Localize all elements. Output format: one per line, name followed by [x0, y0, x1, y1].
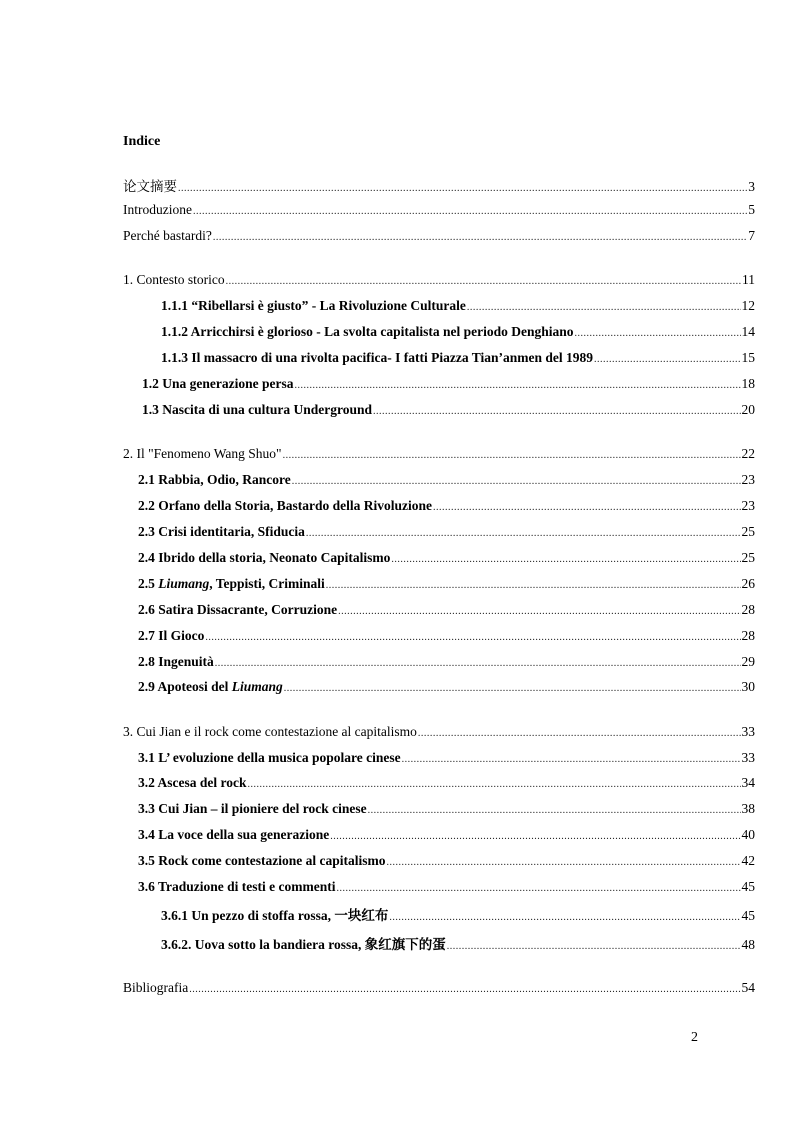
toc-entry-text-italic: Liumang [231, 679, 283, 694]
toc-entry-page: 33 [741, 750, 755, 765]
toc-entry-text [138, 576, 325, 592]
toc-entry-text-suffix: , Teppisti, Criminali [209, 576, 325, 591]
leader-dots [283, 450, 741, 461]
leader-dots [433, 502, 740, 513]
toc-entry-page: 11 [742, 272, 755, 287]
toc-entry[interactable] [123, 272, 755, 290]
toc-entry-text: 2.1 Rabbia, Odio, Rancore [138, 472, 291, 487]
toc-entry-text: Introduzione [123, 202, 192, 217]
leader-dots [193, 206, 747, 217]
leader-dots [248, 779, 741, 790]
toc-entry-page: 38 [741, 801, 755, 816]
toc-entry[interactable] [161, 298, 755, 316]
toc-entry-text: 1.2 Una generazione persa [142, 376, 294, 391]
page-number: 2 [691, 1030, 698, 1045]
leader-dots [213, 232, 747, 243]
toc-entry-page: 25 [741, 524, 755, 539]
toc-entry-text: 3.4 La voce della sua generazione [138, 827, 330, 842]
toc-entry[interactable] [138, 576, 755, 594]
toc-entry-text [138, 679, 283, 695]
toc-entry[interactable] [138, 879, 755, 897]
toc-entry[interactable] [142, 402, 755, 420]
leader-dots [189, 984, 740, 995]
leader-dots [178, 183, 747, 194]
toc-entry[interactable] [138, 827, 755, 845]
leader-dots [402, 754, 741, 765]
leader-dots [368, 805, 741, 816]
toc-entry-page: 22 [741, 446, 755, 461]
toc-entry[interactable] [138, 602, 755, 620]
toc-entry[interactable] [161, 904, 755, 922]
toc-entry-page: 3 [748, 179, 755, 194]
toc-entry-text: 2.7 Il Gioco [138, 628, 205, 643]
toc-entry-page: 34 [741, 775, 755, 790]
toc-entry-text: 2. Il "Fenomeno Wang Shuo" [123, 446, 282, 461]
toc-entry-text: 2.3 Crisi identitaria, Sfiducia [138, 524, 305, 539]
toc-entry-page: 28 [741, 628, 755, 643]
toc-entry[interactable] [138, 801, 755, 819]
toc-entry[interactable] [138, 498, 755, 516]
toc-entry[interactable] [138, 628, 755, 646]
toc-entry-page: 26 [741, 576, 755, 591]
leader-dots [418, 728, 741, 739]
toc-entry-text-prefix: 2.5 [138, 576, 159, 591]
toc-entry-page: 45 [741, 908, 755, 923]
toc-entry-page: 28 [741, 602, 755, 617]
toc-entry-text: 3.3 Cui Jian – il pioniere del rock cinese [138, 801, 367, 816]
toc-entry[interactable] [123, 724, 755, 742]
toc-entry[interactable] [138, 750, 755, 768]
toc-entry-text: 2.8 Ingenuità [138, 654, 214, 669]
toc-entry[interactable] [161, 350, 755, 368]
leader-dots [386, 857, 740, 868]
leader-dots [284, 683, 741, 694]
toc-entry-page: 42 [741, 853, 755, 868]
toc-entry[interactable] [138, 679, 755, 697]
toc-entry[interactable] [138, 853, 755, 871]
toc-entry-page: 12 [741, 298, 755, 313]
toc-entry-page: 40 [741, 827, 755, 842]
toc-entry-page: 5 [748, 202, 755, 217]
toc-entry-page: 45 [741, 879, 755, 894]
toc-entry-text: 3.2 Ascesa del rock [138, 775, 247, 790]
toc-entry-text: 1.1.1 “Ribellarsi è giusto” - La Rivoluzione Culturale [161, 298, 466, 313]
toc-entry-page: 33 [741, 724, 755, 739]
toc-entry[interactable] [138, 550, 755, 568]
toc-entry[interactable] [138, 524, 755, 542]
toc-entry[interactable] [138, 472, 755, 490]
toc-entry-page: 54 [741, 980, 755, 995]
toc-entry-text: 3.5 Rock come contestazione al capitalismo [138, 853, 386, 868]
leader-dots [330, 831, 740, 842]
toc-entry-text: 3.1 L’ evoluzione della musica popolare cinese [138, 750, 401, 765]
toc-entry-text: 2.2 Orfano della Storia, Bastardo della Rivoluzione [138, 498, 433, 513]
toc-entry-text: 3.6.1 Un pezzo di stoffa rossa, 一块红布 [161, 908, 389, 923]
leader-dots [467, 302, 741, 313]
leader-dots [574, 328, 740, 339]
leader-dots [373, 406, 740, 417]
toc-entry-text: 2.6 Satira Dissacrante, Corruzione [138, 602, 338, 617]
leader-dots [226, 276, 741, 287]
leader-dots [215, 658, 741, 669]
toc-entry[interactable] [123, 202, 755, 220]
toc-entry[interactable] [161, 324, 755, 342]
toc-entry-page: 23 [741, 472, 755, 487]
toc-entry-text: Perché bastardi? [123, 228, 212, 243]
toc-entry[interactable] [142, 376, 755, 394]
toc-entry-page: 18 [741, 376, 755, 391]
toc-entry-text: 1. Contesto storico [123, 272, 225, 287]
toc-entry[interactable] [161, 933, 755, 951]
toc-entry-page: 23 [741, 498, 755, 513]
leader-dots [389, 912, 740, 923]
leader-dots [205, 632, 740, 643]
toc-entry-page: 25 [741, 550, 755, 565]
toc-entry-text: Bibliografia [123, 980, 189, 995]
toc-entry[interactable] [123, 980, 755, 998]
leader-dots [447, 941, 741, 952]
leader-dots [294, 380, 740, 391]
toc-entry[interactable] [138, 654, 755, 672]
leader-dots [336, 883, 740, 894]
toc-entry-page: 30 [741, 679, 755, 694]
toc-entry-page: 20 [741, 402, 755, 417]
leader-dots [292, 476, 741, 487]
toc-title: Indice [123, 134, 161, 149]
toc-entry-page: 29 [741, 654, 755, 669]
toc-entry-text: 1.1.3 Il massacro di una rivolta pacifica- I fatti Piazza Tian’anmen del 1989 [161, 350, 593, 365]
toc-entry-text-italic: Liumang [158, 576, 210, 591]
toc-entry-text: 2.4 Ibrido della storia, Neonato Capitalismo [138, 550, 391, 565]
leader-dots [594, 354, 741, 365]
leader-dots [326, 580, 741, 591]
toc-entry[interactable] [138, 775, 755, 793]
toc-entry-text-prefix: 2.9 Apoteosi del [138, 679, 232, 694]
toc-entry-page: 48 [741, 937, 755, 952]
toc-entry-text: 3.6 Traduzione di testi e commenti [138, 879, 336, 894]
toc-entry-text: 3. Cui Jian e il rock come contestazione al capitalismo [123, 724, 417, 739]
toc-entry-page: 15 [741, 350, 755, 365]
toc-entry-text: 论文摘要 [123, 179, 177, 194]
toc-entry[interactable] [123, 175, 755, 193]
toc-entry[interactable] [123, 228, 755, 246]
toc-entry-text: 3.6.2. Uova sotto la bandiera rossa, 象红旗下的蛋 [161, 937, 446, 952]
toc-entry-text: 1.3 Nascita di una cultura Underground [142, 402, 373, 417]
leader-dots [391, 554, 740, 565]
toc-entry-page: 14 [741, 324, 755, 339]
leader-dots [338, 606, 740, 617]
leader-dots [306, 528, 741, 539]
toc-entry-page: 7 [748, 228, 755, 243]
toc-entry-text: 1.1.2 Arricchirsi è glorioso - La svolta capitalista nel periodo Denghiano [161, 324, 574, 339]
toc-entry[interactable] [123, 446, 755, 464]
